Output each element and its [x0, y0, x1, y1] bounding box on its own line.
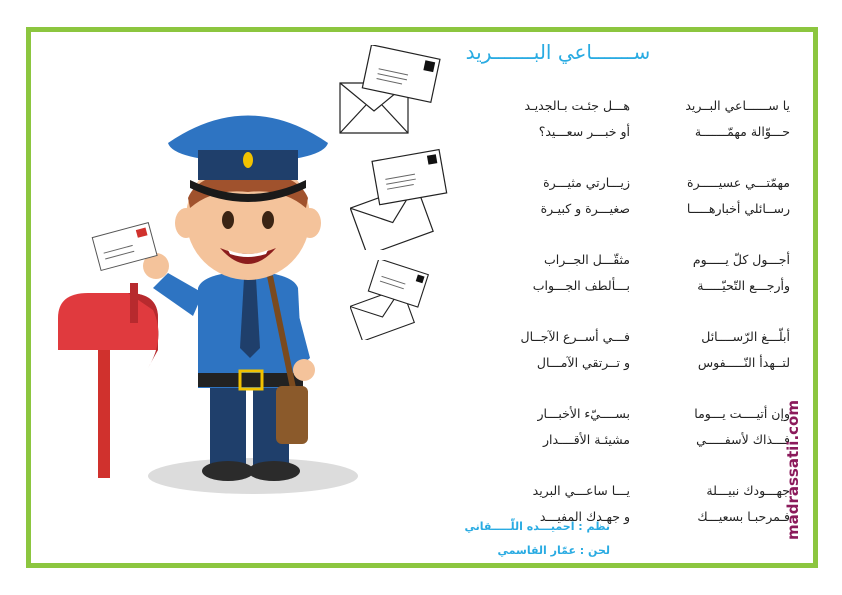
stanza	[490, 169, 790, 221]
poem-line	[490, 118, 790, 144]
poem-line	[490, 323, 790, 349]
hemistich: هـــل جئـت بـالجديـد	[524, 97, 630, 113]
watermark: madrassatii.com	[784, 400, 802, 540]
hemistich: مشيئـة الأقــــدار	[542, 431, 630, 447]
poem-line	[490, 400, 790, 426]
hemistich: وإن أتيــــت يـــوما	[694, 405, 790, 421]
author-credit: نظم : احميـــده اللّـــــقاني	[464, 520, 610, 533]
hemistich: فـــي أســرع الآجــال	[520, 328, 630, 344]
poem-line	[490, 92, 790, 118]
stanza	[490, 400, 790, 452]
hemistich: يا ســــــاعي البــريد	[685, 97, 790, 113]
hemistich: جهـــودك نبيـــلة	[706, 482, 790, 498]
poem-line	[490, 195, 790, 221]
hemistich: أو خبـــر سعـــيد؟	[538, 123, 630, 139]
stanza	[490, 92, 790, 144]
poem-line	[490, 426, 790, 452]
hemistich: و جهـدك المفيـــد	[539, 508, 630, 524]
poem-line	[490, 246, 790, 272]
page-title: ســـــــاعي البـــــــريد	[465, 40, 651, 64]
hemistich: لتــهدأ النّـــــفوس	[697, 354, 790, 370]
hemistich: وأرجـــع التّحيّـــــة	[697, 277, 790, 293]
hemistich: صغيـــرة و كبيـرة	[540, 200, 630, 216]
poem-line	[490, 477, 790, 503]
hemistich: بســــيّء الأخبـــار	[537, 405, 630, 421]
stanza	[490, 246, 790, 298]
hemistich: فـــذاك لأسفـــــي	[696, 431, 790, 447]
hemistich: زيـــارتي مثيـــرة	[543, 174, 630, 190]
hemistich: حـــوّالة مهمّـــــــة	[694, 123, 790, 139]
poem	[490, 92, 790, 554]
hemistich: مثقّـــل الجــراب	[543, 251, 630, 267]
poem-line	[490, 349, 790, 375]
poem-line	[490, 169, 790, 195]
hemistich: أجـــول كلّ يـــــوم	[692, 251, 790, 267]
poem-line	[490, 272, 790, 298]
hemistich: رســائلي أخبارهـــــا	[686, 200, 790, 216]
composer-credit: لحن : عمّار القاسمي	[497, 544, 610, 557]
hemistich: أبلّـــغ الرّســــائل	[701, 328, 790, 344]
postman-illustration	[48, 88, 378, 508]
hemistich: و تــرتقي الآمـــال	[536, 354, 630, 370]
hemistich: بـــألطف الجـــواب	[532, 277, 630, 293]
hemistich: يـــا ساعـــي البريد	[532, 482, 630, 498]
hemistich: فـمرحبـا بسعيـــك	[697, 508, 790, 524]
hemistich: مهمّتـــي عسيـــــرة	[687, 174, 790, 190]
stanza	[490, 323, 790, 375]
